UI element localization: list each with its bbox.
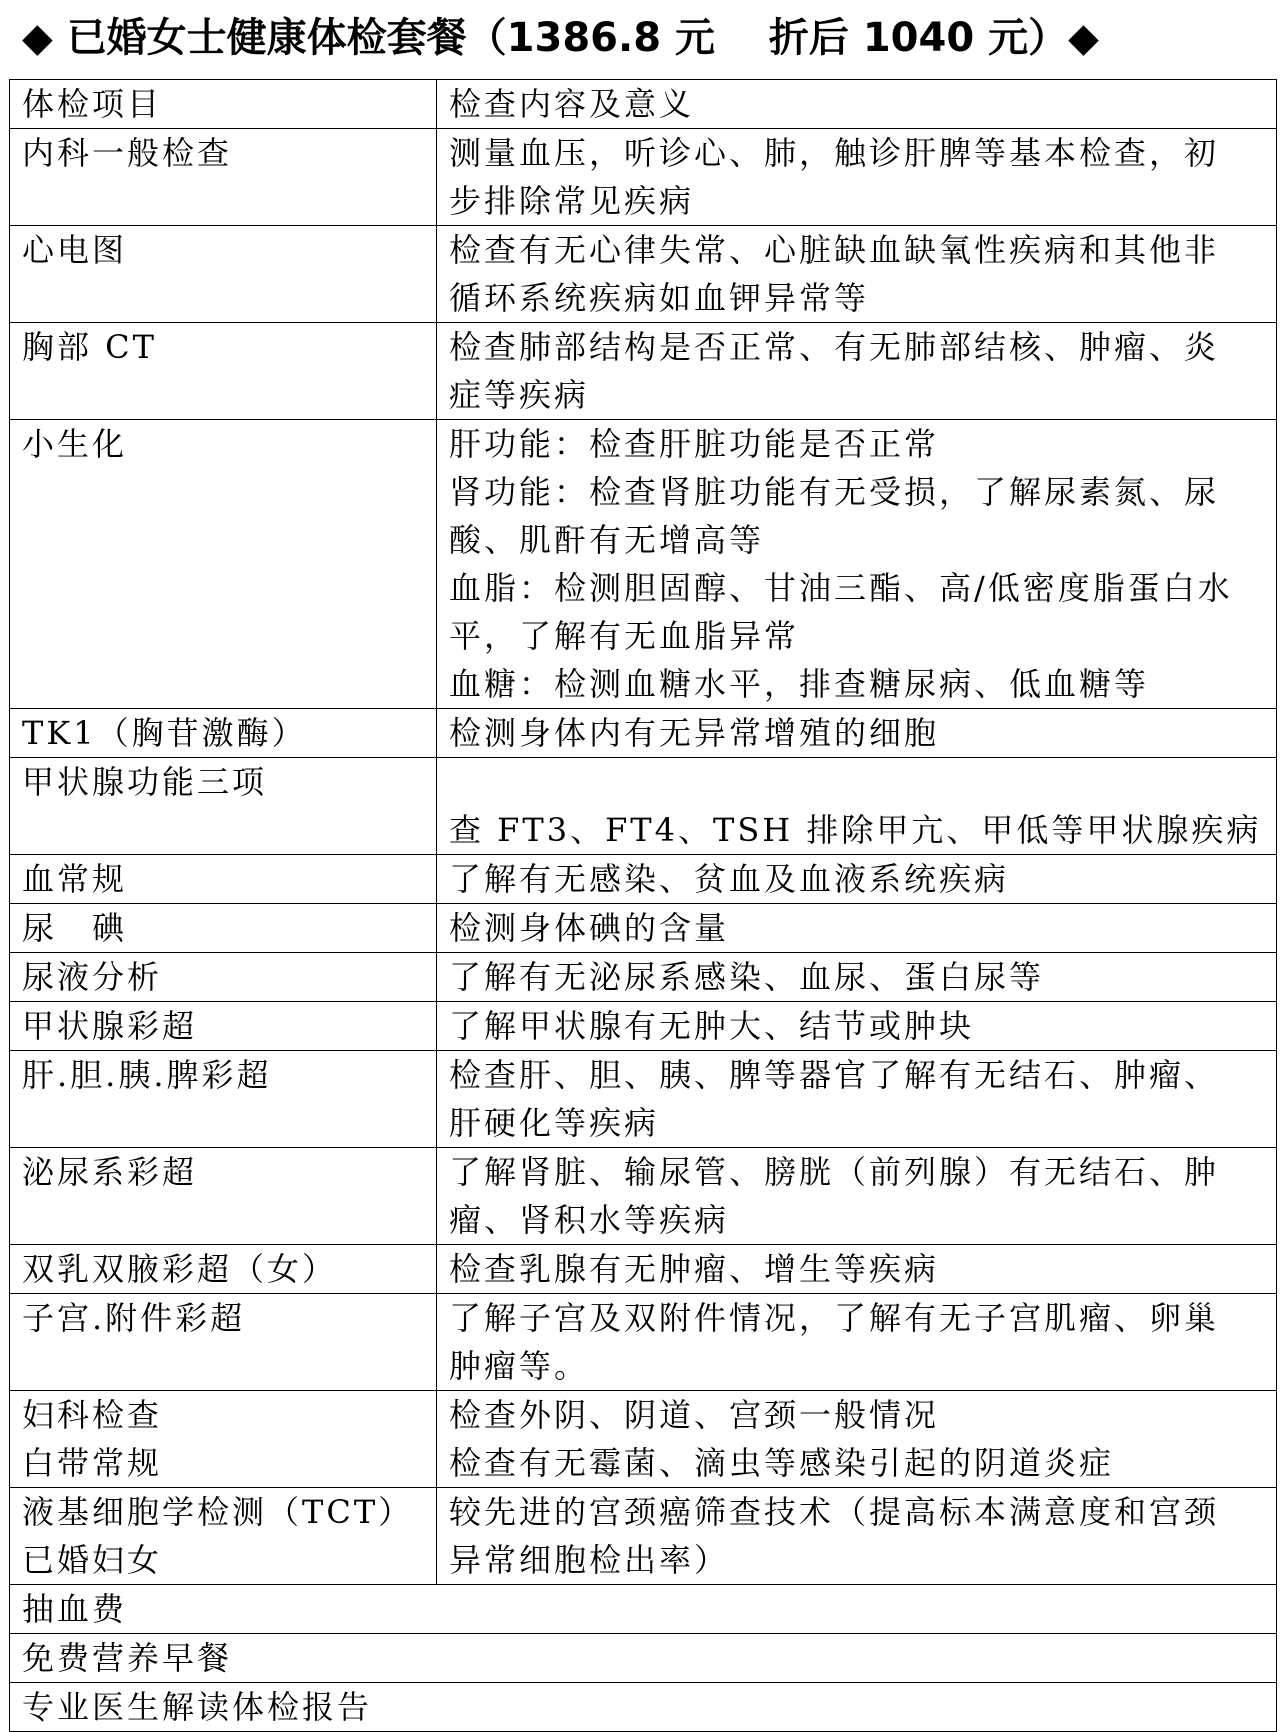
- exam-item-name: 尿液分析: [22, 958, 163, 996]
- exam-item-cell: [10, 129, 437, 226]
- extra-service-label: 抽血费: [22, 1590, 128, 1628]
- exam-content-cell: [437, 1391, 1277, 1488]
- table-body: [10, 80, 1277, 1732]
- table-row: [10, 855, 1277, 904]
- page-title: ◆ 已婚女士健康体检套餐（1386.8 元 折后 1040 元）◆: [22, 15, 1099, 61]
- table-row: [10, 323, 1277, 420]
- exam-item-cell: [10, 1002, 437, 1051]
- exam-content-line: 平，了解有无血脂异常: [449, 617, 800, 655]
- exam-content-line: 了解子宫及双附件情况，了解有无子宫肌瘤、卵巢: [449, 1299, 1220, 1337]
- table-row: [10, 1002, 1277, 1051]
- exam-item-name: 甲状腺彩超: [22, 1007, 198, 1045]
- exam-content-line: 循环系统疾病如血钾异常等: [449, 279, 870, 317]
- exam-item-cell: [10, 953, 437, 1002]
- extra-service-cell: [10, 1585, 1277, 1634]
- exam-content-line: 异常细胞检出率）: [449, 1541, 730, 1579]
- exam-content-line: 血脂：检测胆固醇、甘油三酯、高/低密度脂蛋白水: [449, 569, 1233, 607]
- exam-item-name: 白带常规: [22, 1444, 163, 1482]
- exam-item-cell: [10, 323, 437, 420]
- header-item-label: 体检项目: [22, 85, 163, 123]
- exam-content-cell: [437, 758, 1277, 855]
- exam-content-line: 肿瘤等。: [449, 1347, 590, 1385]
- table-row: [10, 1148, 1277, 1245]
- exam-item-name: 已婚妇女: [22, 1541, 163, 1579]
- exam-item-name: 子宫.附件彩超: [22, 1299, 246, 1337]
- exam-content-line: 酸、肌酐有无增高等: [449, 521, 765, 559]
- exam-item-name: 液基细胞学检测（TCT）: [22, 1493, 414, 1531]
- extra-service-cell: [10, 1683, 1277, 1732]
- exam-item-name: 甲状腺功能三项: [22, 763, 268, 801]
- exam-item-cell: [10, 855, 437, 904]
- exam-content-line: 肝功能：检查肝脏功能是否正常: [449, 425, 940, 463]
- exam-content-cell: [437, 226, 1277, 323]
- exam-content-line: 血糖：检测血糖水平，排查糖尿病、低血糖等: [449, 665, 1150, 703]
- exam-content-line: 肝硬化等疾病: [449, 1104, 660, 1142]
- table-row: [10, 709, 1277, 758]
- exam-content-line: 查 FT3、FT4、TSH 排除甲亢、甲低等甲状腺疾病: [449, 811, 1262, 849]
- exam-content-line: 瘤、肾积水等疾病: [449, 1201, 730, 1239]
- exam-item-name: TK1（胸苷激酶）: [22, 714, 307, 752]
- table-row: [10, 1051, 1277, 1148]
- exam-items-table: [9, 79, 1277, 1732]
- exam-content-cell: [437, 1294, 1277, 1391]
- extra-service-row: [10, 1585, 1277, 1634]
- exam-item-name: 血常规: [22, 860, 128, 898]
- exam-item-name: 肝.胆.胰.脾彩超: [22, 1056, 272, 1094]
- exam-item-name: 泌尿系彩超: [22, 1153, 198, 1191]
- exam-content-cell: [437, 709, 1277, 758]
- exam-item-cell: [10, 1245, 437, 1294]
- table-row: [10, 226, 1277, 323]
- table-row: [10, 1294, 1277, 1391]
- exam-content-line: 测量血压，听诊心、肺，触诊肝脾等基本检查，初: [449, 134, 1220, 172]
- exam-content-line: 症等疾病: [449, 376, 590, 414]
- exam-item-name: 妇科检查: [22, 1396, 163, 1434]
- exam-content-line: 检查外阴、阴道、宫颈一般情况: [449, 1396, 940, 1434]
- table-row: [10, 1488, 1277, 1585]
- exam-content-cell: [437, 1488, 1277, 1585]
- exam-item-cell: [10, 1391, 437, 1488]
- table-row: [10, 953, 1277, 1002]
- exam-item-cell: [10, 758, 437, 855]
- exam-content-line: 检查肺部结构是否正常、有无肺部结核、肿瘤、炎: [449, 328, 1220, 366]
- exam-content-line: 检查有无霉菌、滴虫等感染引起的阴道炎症: [449, 1444, 1115, 1482]
- table-row: [10, 904, 1277, 953]
- exam-item-name: 双乳双腋彩超（女）: [22, 1250, 338, 1288]
- exam-content-cell: [437, 953, 1277, 1002]
- table-row: [10, 758, 1277, 855]
- exam-content-line: 检测身体内有无异常增殖的细胞: [449, 714, 940, 752]
- exam-item-cell: [10, 226, 437, 323]
- exam-content-line: 检测身体碘的含量: [449, 909, 730, 947]
- exam-content-line: 了解有无泌尿系感染、血尿、蛋白尿等: [449, 958, 1045, 996]
- extra-service-label: 专业医生解读体检报告: [22, 1688, 373, 1726]
- table-header-row: [10, 80, 1277, 129]
- exam-item-cell: [10, 904, 437, 953]
- exam-content-cell: [437, 1148, 1277, 1245]
- exam-item-cell: [10, 1051, 437, 1148]
- exam-content-cell: [437, 323, 1277, 420]
- exam-content-line: 了解甲状腺有无肿大、结节或肿块: [449, 1007, 975, 1045]
- exam-item-name: 心电图: [22, 231, 128, 269]
- header-content-label: 检查内容及意义: [449, 85, 695, 123]
- extra-service-row: [10, 1683, 1277, 1732]
- exam-content-cell: [437, 1002, 1277, 1051]
- table-row: [10, 1245, 1277, 1294]
- exam-content-line: 检查乳腺有无肿瘤、增生等疾病: [449, 1250, 940, 1288]
- exam-content-line: 肾功能：检查肾脏功能有无受损，了解尿素氮、尿: [449, 473, 1220, 511]
- exam-item-cell: [10, 1488, 437, 1585]
- exam-content-cell: [437, 1245, 1277, 1294]
- exam-item-cell: [10, 1148, 437, 1245]
- exam-content-cell: [437, 1051, 1277, 1148]
- exam-item-cell: [10, 709, 437, 758]
- exam-item-name: 胸部 CT: [22, 328, 158, 366]
- exam-item-name: 小生化: [22, 425, 128, 463]
- table-row: [10, 1391, 1277, 1488]
- exam-content-line: 检查肝、胆、胰、脾等器官了解有无结石、肿瘤、: [449, 1056, 1220, 1094]
- table-row: [10, 420, 1277, 709]
- exam-content-cell: [437, 855, 1277, 904]
- exam-item-cell: [10, 420, 437, 709]
- extra-service-cell: [10, 1634, 1277, 1683]
- exam-item-cell: [10, 1294, 437, 1391]
- exam-content-cell: [437, 904, 1277, 953]
- exam-content-line: 了解有无感染、贫血及血液系统疾病: [449, 860, 1010, 898]
- extra-service-label: 免费营养早餐: [22, 1639, 233, 1677]
- exam-item-name: 尿 碘: [22, 909, 128, 947]
- exam-content-line: 步排除常见疾病: [449, 182, 695, 220]
- exam-content-cell: [437, 129, 1277, 226]
- exam-item-name: 内科一般检查: [22, 134, 233, 172]
- exam-content-line: 较先进的宫颈癌筛查技术（提高标本满意度和宫颈: [449, 1493, 1220, 1531]
- header-item-cell: [10, 80, 437, 129]
- exam-content-line: 了解肾脏、输尿管、膀胱（前列腺）有无结石、肿: [449, 1153, 1220, 1191]
- extra-service-row: [10, 1634, 1277, 1683]
- exam-content-line: 检查有无心律失常、心脏缺血缺氧性疾病和其他非: [449, 231, 1220, 269]
- table-row: [10, 129, 1277, 226]
- header-content-cell: [437, 80, 1277, 129]
- exam-content-cell: [437, 420, 1277, 709]
